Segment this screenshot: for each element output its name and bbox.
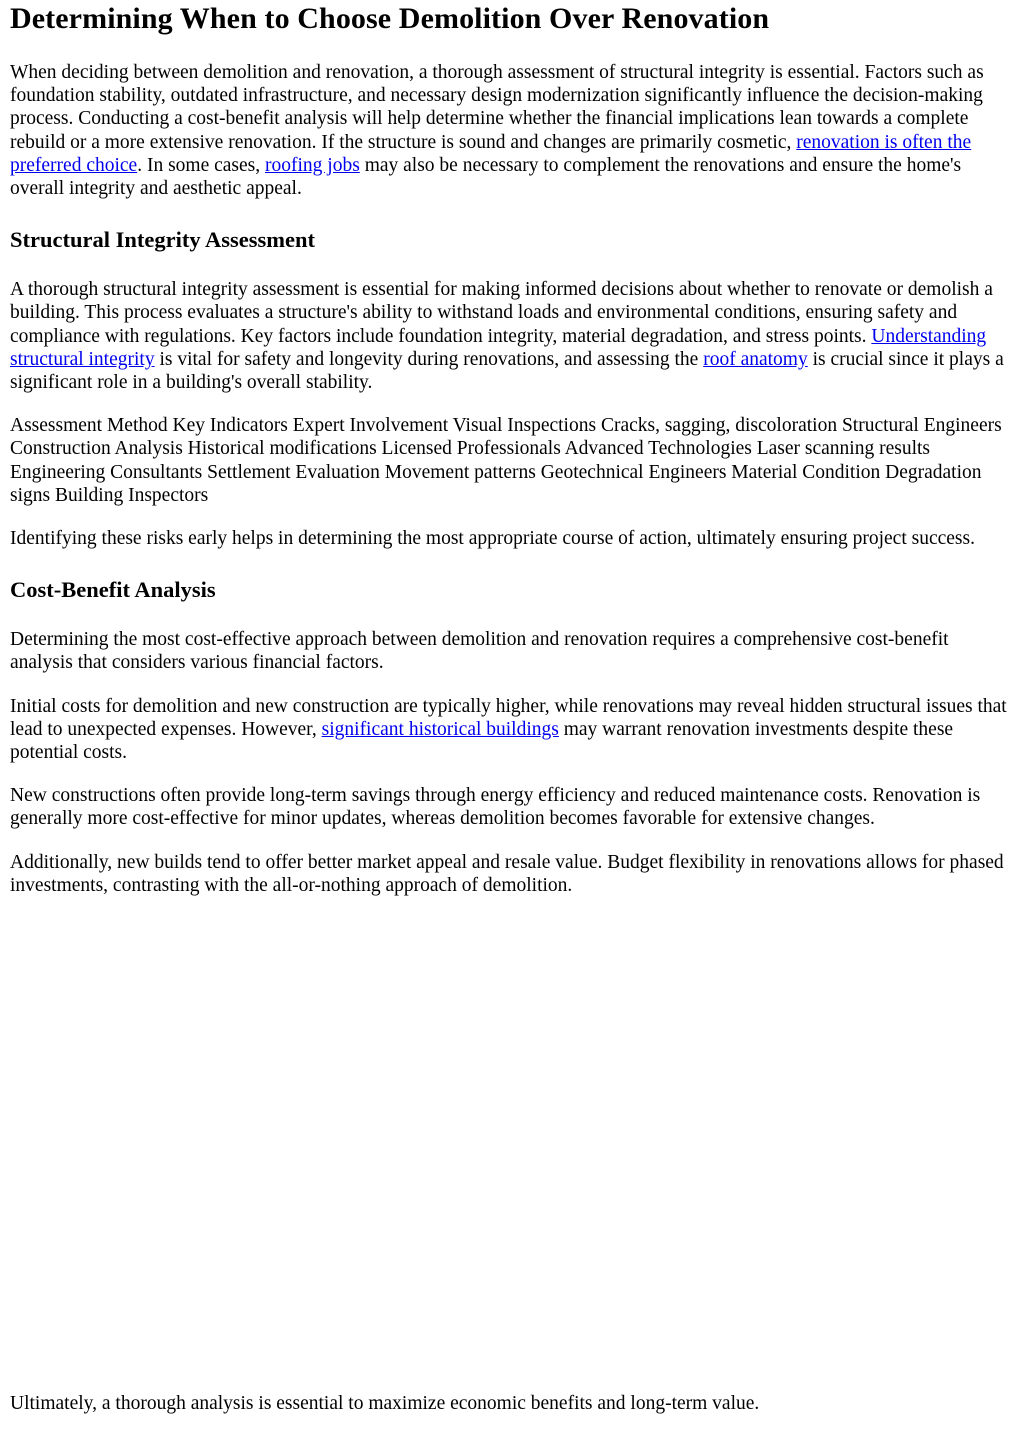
intro-text-2: . In some cases, bbox=[137, 154, 266, 176]
assessment-table-text: Assessment Method Key Indicators Expert Involvement Visual Inspections Cracks, sagging, discoloration Structural Engineers Construction Analysis Historical modifications Licensed Professionals Advanced Technologies Laser scanning results Engineering Consultants Settlement Evaluation Movement patterns Geotechnical Engineers Material Condition Degradation signs Building Inspectors bbox=[10, 415, 1002, 506]
structural-paragraph bbox=[10, 278, 1014, 394]
link-understanding-structural-integrity[interactable]: Understanding structural integrity bbox=[10, 325, 987, 370]
article-page bbox=[0, 2, 1024, 1448]
cost-text-1: Initial costs for demolition and new construction are typically higher, while renovations may reveal hidden structural issues that lead to unexpected expenses. However, bbox=[10, 695, 1007, 740]
structural-text-3: is crucial since it plays a significant role in a building's overall stability. bbox=[10, 348, 1004, 394]
cost-paragraph-1: Determining the most cost-effective approach between demolition and renovation requires a comprehensive cost-benefit analysis that considers various financial factors. bbox=[10, 629, 949, 674]
risks-paragraph: Identifying these risks early helps in determining the most appropriate course of action, ultimately ensuring project success. bbox=[10, 528, 975, 550]
heading-structural-integrity: Structural Integrity Assessment bbox=[10, 227, 315, 253]
link-significant-historical-buildings[interactable]: significant historical buildings bbox=[321, 718, 559, 740]
link-roof-anatomy[interactable]: roof anatomy bbox=[703, 348, 808, 370]
intro-text-1: When deciding between demolition and renovation, a thorough assessment of structural integrity is essential. Factors such as foundation stability, outdated infrastructure, and necessary design modernization significantly influence the decision-making process. Conducting a cost-benefit analysis will help determine whether the financial implications lean towards a complete rebuild or a more extensive renovation. If the structure is sound and changes are primarily cosmetic, bbox=[10, 62, 984, 153]
cost-paragraph-4: Additionally, new builds tend to offer better market appeal and resale value. Budget flexibility in renovations allows for phased investments, contrasting with the all-or-nothing approach of demolition. bbox=[10, 851, 1004, 896]
page-title: Determining When to Choose Demolition Over Renovation bbox=[10, 2, 770, 35]
structural-text-2: is vital for safety and longevity during renovations, and assessing the bbox=[154, 348, 704, 370]
cost-text-2: may warrant renovation investments despite these potential costs. bbox=[10, 718, 954, 764]
intro-paragraph bbox=[10, 61, 1014, 200]
link-roofing-jobs[interactable]: roofing jobs bbox=[265, 154, 360, 176]
final-paragraph: Ultimately, a thorough analysis is essential to maximize economic benefits and long-term value. bbox=[10, 1393, 760, 1414]
link-renovation-preferred-choice[interactable]: renovation is often the preferred choice bbox=[10, 131, 972, 176]
intro-text-3: may also be necessary to complement the renovations and ensure the home's overall integrity and aesthetic appeal. bbox=[10, 154, 962, 200]
heading-cost-benefit: Cost-Benefit Analysis bbox=[10, 577, 216, 603]
structural-text-1: A thorough structural integrity assessment is essential for making informed decisions about whether to renovate or demolish a building. This process evaluates a structure's ability to withstand loads and environmental conditions, ensuring safety and compliance with regulations. Key factors include foundation integrity, material degradation, and stress points. bbox=[10, 279, 993, 347]
cost-paragraph-2 bbox=[10, 695, 1014, 765]
cost-paragraph-3: New constructions often provide long-term savings through energy efficiency and reduced maintenance costs. Renovation is generally more cost-effective for minor updates, whereas demolition becomes favorable for extensive changes. bbox=[10, 785, 981, 830]
